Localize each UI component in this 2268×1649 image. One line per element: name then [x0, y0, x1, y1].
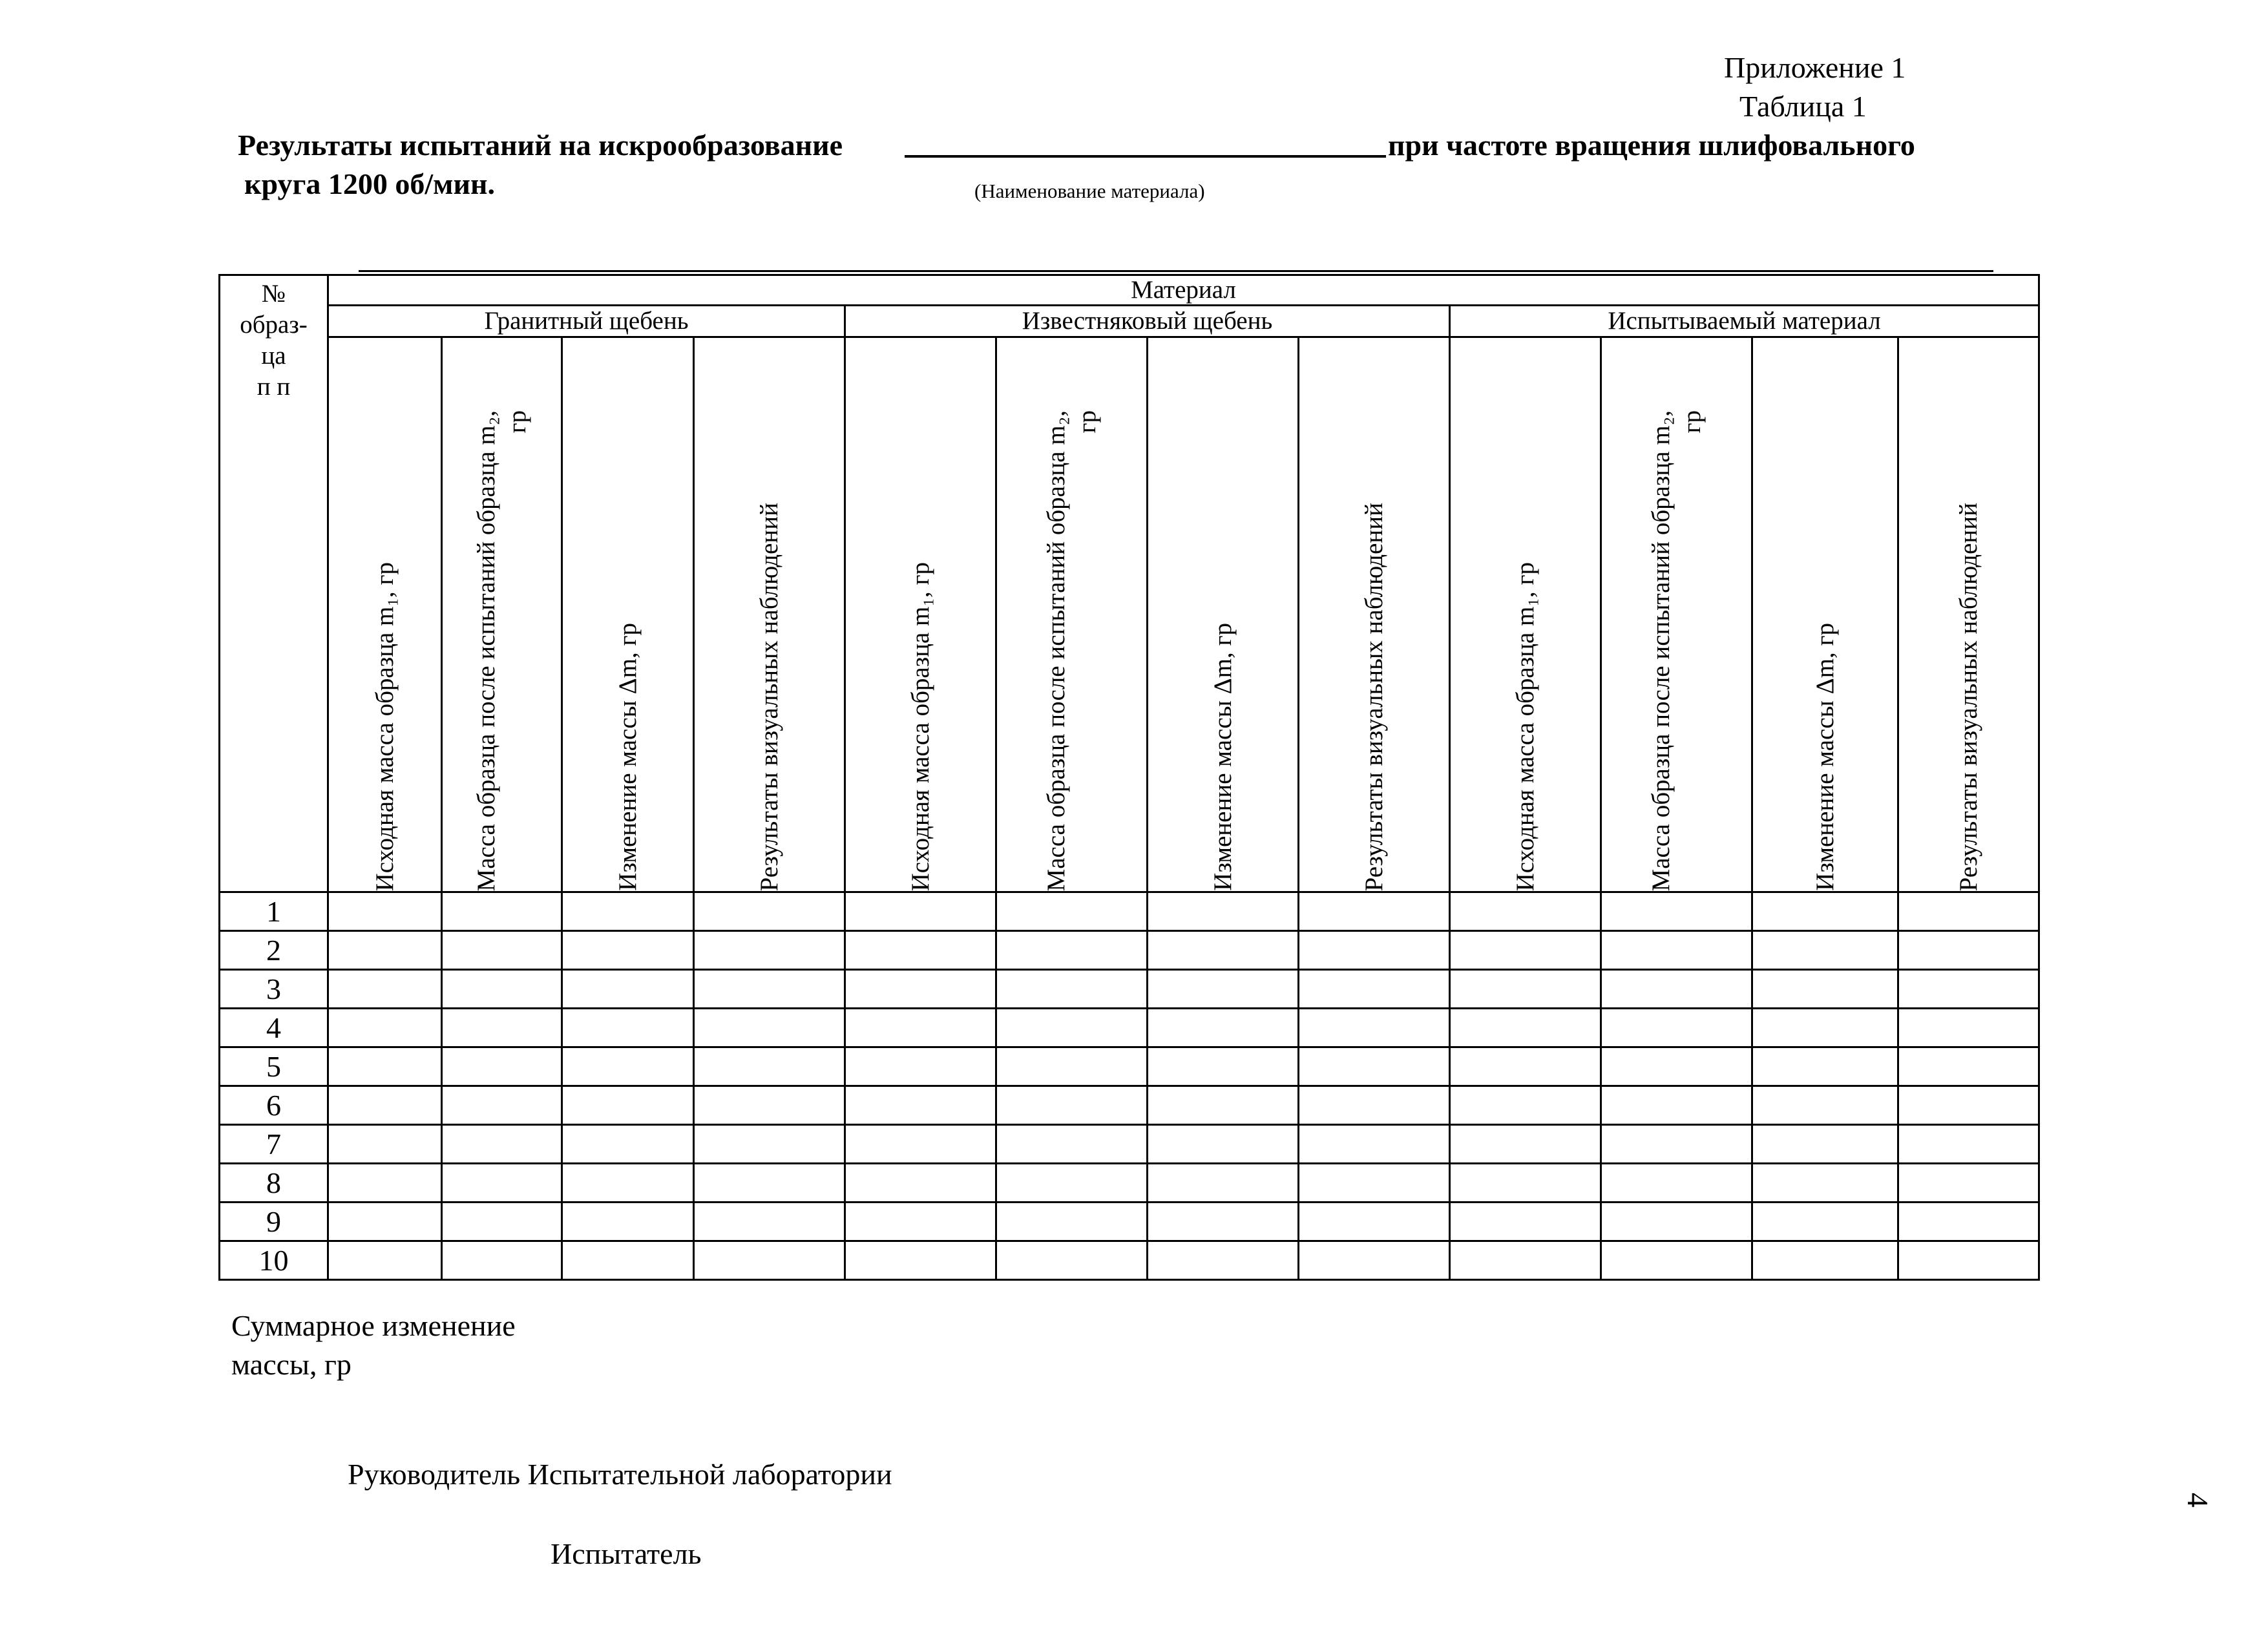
- data-cell[interactable]: [1898, 1241, 2039, 1280]
- data-cell[interactable]: [442, 892, 562, 931]
- col-header-mass-after-test: Масса образца после испытаний образца m₂, гр: [1601, 337, 1752, 892]
- material-name-blank[interactable]: [905, 155, 1386, 158]
- col-header-visual-results: Результаты визуальных наблюдений: [1898, 337, 2039, 892]
- data-cell[interactable]: [996, 1164, 1148, 1203]
- data-cell[interactable]: [328, 970, 442, 1009]
- data-cell[interactable]: [1148, 1047, 1299, 1086]
- data-cell[interactable]: [1601, 1125, 1752, 1164]
- data-cell[interactable]: [694, 1009, 845, 1047]
- data-cell[interactable]: [1752, 1086, 1898, 1125]
- row-number: 4: [220, 1009, 328, 1047]
- data-cell[interactable]: [1450, 970, 1601, 1009]
- data-cell[interactable]: [694, 1164, 845, 1203]
- header-row-columns: [220, 337, 2039, 892]
- data-cell[interactable]: [845, 892, 996, 931]
- data-cell[interactable]: [1601, 1241, 1752, 1280]
- data-cell[interactable]: [996, 1047, 1148, 1086]
- data-cell[interactable]: [996, 1203, 1148, 1241]
- data-cell[interactable]: [1299, 1164, 1450, 1203]
- data-cell[interactable]: [1601, 892, 1752, 931]
- table-row: [220, 1164, 2039, 1203]
- data-cell[interactable]: [1450, 1086, 1601, 1125]
- header-row-material: [220, 275, 2039, 306]
- col-header-mass-change: Изменение массы Δm, гр: [1148, 337, 1299, 892]
- data-cell[interactable]: [1898, 1164, 2039, 1203]
- data-cell[interactable]: [1601, 1047, 1752, 1086]
- data-cell[interactable]: [845, 970, 996, 1009]
- col-header-mass-change: Изменение массы Δm, гр: [562, 337, 694, 892]
- data-cell[interactable]: [1752, 1047, 1898, 1086]
- data-cell[interactable]: [1450, 1125, 1601, 1164]
- col-header-initial-mass: Исходная масса образца m₁, гр: [1450, 337, 1601, 892]
- row-number: 7: [220, 1125, 328, 1164]
- data-cell[interactable]: [328, 1086, 442, 1125]
- data-cell[interactable]: [845, 1009, 996, 1047]
- table-row: [220, 1047, 2039, 1086]
- data-cell[interactable]: [1450, 892, 1601, 931]
- data-cell[interactable]: [694, 1125, 845, 1164]
- data-cell[interactable]: [694, 1086, 845, 1125]
- col-header-visual-results: Результаты визуальных наблюдений: [694, 337, 845, 892]
- document-title-continuation: при частоте вращения шлифовального: [1388, 129, 1915, 162]
- data-cell[interactable]: [1752, 1241, 1898, 1280]
- data-cell[interactable]: [442, 1164, 562, 1203]
- data-cell[interactable]: [562, 1125, 694, 1164]
- material-name-hint: (Наименование материала): [974, 180, 1205, 202]
- data-cell[interactable]: [328, 1164, 442, 1203]
- data-cell[interactable]: [1752, 1164, 1898, 1203]
- data-cell[interactable]: [1898, 1047, 2039, 1086]
- data-cell[interactable]: [328, 1241, 442, 1280]
- appendix-label: Приложение 1: [1724, 51, 1906, 84]
- document-title: Результаты испытаний на искрообразование: [238, 129, 843, 162]
- lab-head-signature-label: Руководитель Испытательной лаборатории: [348, 1458, 892, 1491]
- data-cell[interactable]: [1898, 931, 2039, 970]
- data-cell[interactable]: [1601, 1203, 1752, 1241]
- table-number: Таблица 1: [1739, 90, 1867, 123]
- group-header-limestone: Известняковый щебень: [845, 306, 1450, 337]
- data-cell[interactable]: [328, 1047, 442, 1086]
- data-cell[interactable]: [1299, 1125, 1450, 1164]
- header-row-groups: [220, 306, 2039, 337]
- row-number: 9: [220, 1203, 328, 1241]
- data-cell[interactable]: [996, 1009, 1148, 1047]
- data-cell[interactable]: [1148, 1009, 1299, 1047]
- data-cell[interactable]: [328, 1009, 442, 1047]
- data-cell[interactable]: [442, 1047, 562, 1086]
- data-cell[interactable]: [442, 1125, 562, 1164]
- data-cell[interactable]: [1148, 892, 1299, 931]
- material-header: Материал: [328, 275, 2039, 306]
- data-cell[interactable]: [996, 931, 1148, 970]
- data-cell[interactable]: [1450, 1009, 1601, 1047]
- data-cell[interactable]: [1752, 1125, 1898, 1164]
- data-cell[interactable]: [996, 892, 1148, 931]
- data-cell[interactable]: [1148, 1203, 1299, 1241]
- table-row: [220, 892, 2039, 931]
- table-row: [220, 1125, 2039, 1164]
- tester-signature-label: Испытатель: [551, 1537, 702, 1570]
- row-number: 5: [220, 1047, 328, 1086]
- table-row: [220, 1086, 2039, 1125]
- data-cell[interactable]: [328, 1203, 442, 1241]
- row-number: 2: [220, 931, 328, 970]
- data-cell[interactable]: [1898, 1125, 2039, 1164]
- data-cell[interactable]: [328, 892, 442, 931]
- data-cell[interactable]: [1299, 970, 1450, 1009]
- data-cell[interactable]: [845, 1241, 996, 1280]
- col-header-mass-after-test: Масса образца после испытаний образца m₂, гр: [996, 337, 1148, 892]
- data-cell[interactable]: [694, 1241, 845, 1280]
- data-cell[interactable]: [694, 970, 845, 1009]
- data-cell[interactable]: [996, 970, 1148, 1009]
- data-cell[interactable]: [442, 1009, 562, 1047]
- data-cell[interactable]: [1450, 1047, 1601, 1086]
- data-cell[interactable]: [1898, 1086, 2039, 1125]
- table-row: [220, 1203, 2039, 1241]
- data-cell[interactable]: [562, 1086, 694, 1125]
- data-cell[interactable]: [442, 1086, 562, 1125]
- data-cell[interactable]: [694, 1203, 845, 1241]
- data-cell[interactable]: [1601, 1164, 1752, 1203]
- data-cell[interactable]: [562, 892, 694, 931]
- results-table: [218, 274, 2040, 1281]
- data-cell[interactable]: [1898, 1203, 2039, 1241]
- col-header-mass-change: Изменение массы Δm, гр: [1752, 337, 1898, 892]
- divider-line: [359, 270, 1993, 272]
- data-cell[interactable]: [442, 931, 562, 970]
- row-number: 10: [220, 1241, 328, 1280]
- data-cell[interactable]: [1752, 1009, 1898, 1047]
- sample-number-header: № образ- ца п п: [220, 275, 328, 892]
- data-cell[interactable]: [1148, 1086, 1299, 1125]
- data-cell[interactable]: [562, 970, 694, 1009]
- data-cell[interactable]: [1148, 931, 1299, 970]
- data-cell[interactable]: [1299, 892, 1450, 931]
- table-row: [220, 970, 2039, 1009]
- data-cell[interactable]: [562, 1047, 694, 1086]
- summary-label: Суммарное изменение: [231, 1309, 516, 1342]
- data-cell[interactable]: [562, 931, 694, 970]
- table-row: [220, 1241, 2039, 1280]
- data-cell[interactable]: [442, 970, 562, 1009]
- data-cell[interactable]: [1450, 1164, 1601, 1203]
- data-cell[interactable]: [1601, 970, 1752, 1009]
- data-cell[interactable]: [562, 1241, 694, 1280]
- col-header-initial-mass: Исходная масса образца m₁, гр: [328, 337, 442, 892]
- data-cell[interactable]: [1601, 1086, 1752, 1125]
- data-cell[interactable]: [845, 1203, 996, 1241]
- group-header-granite: Гранитный щебень: [328, 306, 845, 337]
- data-cell[interactable]: [1148, 1164, 1299, 1203]
- data-cell[interactable]: [845, 1086, 996, 1125]
- row-number: 8: [220, 1164, 328, 1203]
- data-cell[interactable]: [1898, 892, 2039, 931]
- data-cell[interactable]: [562, 1164, 694, 1203]
- summary-label-line2: массы, гр: [231, 1348, 352, 1381]
- data-cell[interactable]: [996, 1086, 1148, 1125]
- data-cell[interactable]: [1898, 1009, 2039, 1047]
- data-cell[interactable]: [442, 1203, 562, 1241]
- data-cell[interactable]: [845, 1047, 996, 1086]
- data-cell[interactable]: [1752, 931, 1898, 970]
- data-cell[interactable]: [1752, 1203, 1898, 1241]
- data-cell[interactable]: [694, 1047, 845, 1086]
- group-header-test-material: Испытываемый материал: [1450, 306, 2039, 337]
- data-cell[interactable]: [1601, 931, 1752, 970]
- data-cell[interactable]: [1450, 1241, 1601, 1280]
- row-number: 1: [220, 892, 328, 931]
- row-number: 3: [220, 970, 328, 1009]
- table-row: [220, 931, 2039, 970]
- data-cell[interactable]: [996, 1125, 1148, 1164]
- row-number: 6: [220, 1086, 328, 1125]
- data-cell[interactable]: [1450, 1203, 1601, 1241]
- data-cell[interactable]: [1752, 892, 1898, 931]
- data-cell[interactable]: [845, 931, 996, 970]
- data-cell[interactable]: [1299, 1203, 1450, 1241]
- col-header-initial-mass: Исходная масса образца m₁, гр: [845, 337, 996, 892]
- data-cell[interactable]: [562, 1009, 694, 1047]
- data-cell[interactable]: [694, 931, 845, 970]
- data-cell[interactable]: [1299, 931, 1450, 970]
- data-cell[interactable]: [1148, 970, 1299, 1009]
- data-cell[interactable]: [1299, 1086, 1450, 1125]
- table-row: [220, 1009, 2039, 1047]
- data-cell[interactable]: [1299, 1009, 1450, 1047]
- data-cell[interactable]: [442, 1241, 562, 1280]
- document-title-line2: круга 1200 об/мин.: [244, 167, 495, 200]
- data-cell[interactable]: [694, 892, 845, 931]
- data-cell[interactable]: [845, 1125, 996, 1164]
- data-cell[interactable]: [328, 931, 442, 970]
- data-cell[interactable]: [1299, 1241, 1450, 1280]
- col-header-visual-results: Результаты визуальных наблюдений: [1299, 337, 1450, 892]
- page-number: 4: [2181, 1493, 2214, 1507]
- data-cell[interactable]: [1601, 1009, 1752, 1047]
- data-cell[interactable]: [1299, 1047, 1450, 1086]
- col-header-mass-after-test: Масса образца после испытаний образца m₂, гр: [442, 337, 562, 892]
- data-cell[interactable]: [1450, 931, 1601, 970]
- data-cell[interactable]: [1148, 1125, 1299, 1164]
- data-cell[interactable]: [1752, 970, 1898, 1009]
- data-cell[interactable]: [562, 1203, 694, 1241]
- data-cell[interactable]: [1898, 970, 2039, 1009]
- data-cell[interactable]: [996, 1241, 1148, 1280]
- data-cell[interactable]: [1148, 1241, 1299, 1280]
- data-cell[interactable]: [328, 1125, 442, 1164]
- data-cell[interactable]: [845, 1164, 996, 1203]
